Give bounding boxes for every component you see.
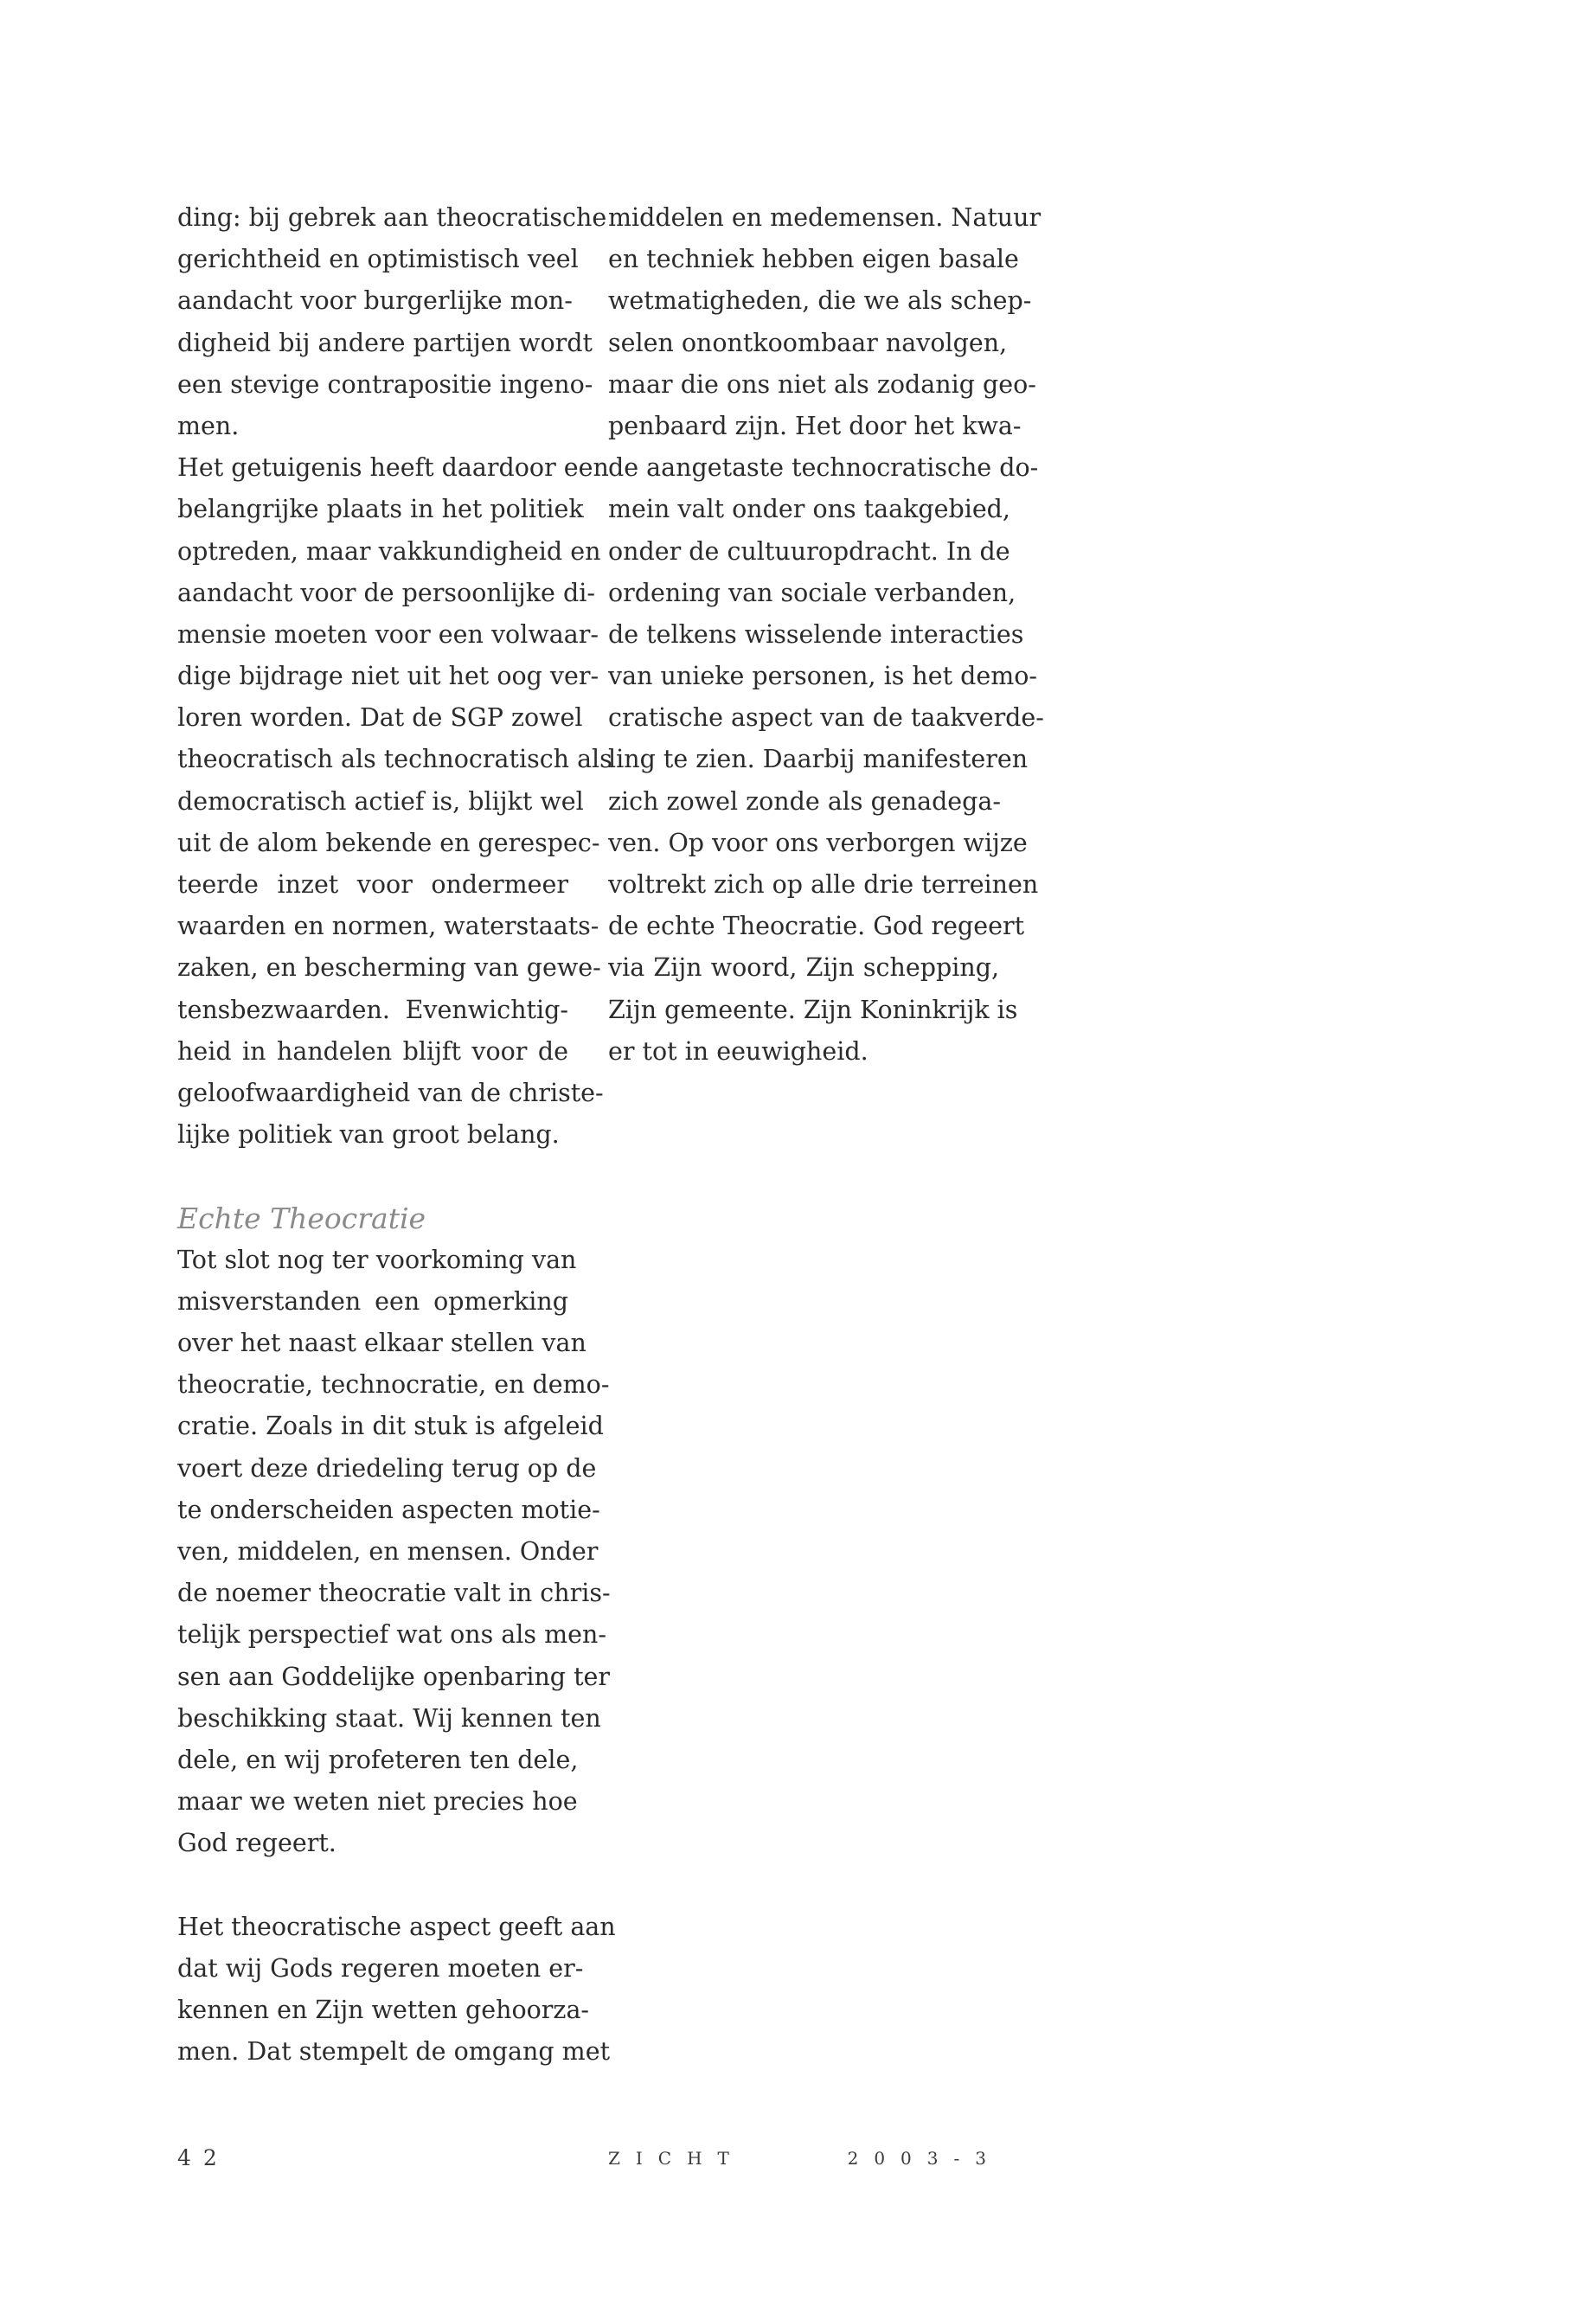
- text-line: beschikking staat. Wij kennen ten: [177, 1703, 601, 1733]
- text-line: digheid bij andere partijen wordt: [177, 328, 593, 357]
- text-line: dele, en wij profeteren ten dele,: [177, 1745, 579, 1774]
- text-line: middelen en medemensen. Natuur: [608, 203, 1042, 232]
- text-line: teerde inzet voor ondermeer: [177, 870, 568, 899]
- text-line: waarden en normen, waterstaats-: [177, 912, 599, 941]
- text-line: via Zijn woord, Zijn schepping,: [608, 953, 999, 983]
- journal-title: ZICHT: [608, 2148, 745, 2169]
- left-column: [177, 197, 616, 2073]
- text-line: zaken, en bescherming van gewe-: [177, 953, 601, 983]
- text-line: zich zowel zonde als genadega-: [608, 786, 1002, 816]
- text-line: dige bijdrage niet uit het oog ver-: [177, 662, 599, 691]
- paragraph-2: [177, 447, 612, 1156]
- text-line: voert deze driedeling terug op de: [177, 1453, 597, 1483]
- text-line: en techniek hebben eigen basale: [608, 245, 1019, 274]
- paragraph-4: [177, 1907, 616, 2073]
- page-number: 42: [177, 2145, 229, 2170]
- text-line: de telkens wisselende interacties: [608, 619, 1024, 649]
- text-line: over het naast elkaar stellen van: [177, 1329, 586, 1358]
- text-line: sen aan Goddelijke openbaring ter: [177, 1662, 611, 1691]
- text-line: Tot slot nog ter voorkoming van: [177, 1245, 577, 1274]
- text-line: cratie. Zoals in dit stuk is afgeleid: [177, 1412, 604, 1441]
- text-line: God regeert.: [177, 1829, 337, 1858]
- text-line: belangrijke plaats in het politiek: [177, 495, 584, 524]
- text-line: er tot in eeuwigheid.: [608, 1036, 869, 1066]
- text-line: van unieke personen, is het demo-: [608, 662, 1038, 691]
- text-line: aandacht voor burgerlijke mon-: [177, 286, 573, 316]
- text-line: mein valt onder ons taakgebied,: [608, 495, 1010, 524]
- paragraph-5: [608, 197, 1044, 1073]
- right-column: [608, 197, 1044, 1073]
- paragraph-spacer: [177, 1865, 568, 1907]
- text-line: theocratisch als technocratisch als: [177, 745, 612, 774]
- text-line: men.: [177, 411, 240, 440]
- text-line: ding: bij gebrek aan theocratische: [177, 203, 607, 232]
- text-line: onder de cultuuropdracht. In de: [608, 536, 1010, 566]
- text-line: geloofwaardigheid van de christe-: [177, 1078, 604, 1107]
- text-line: selen onontkoombaar navolgen,: [608, 328, 1008, 357]
- text-line: ven, middelen, en mensen. Onder: [177, 1537, 599, 1566]
- text-line: loren worden. Dat de SGP zowel: [177, 703, 583, 733]
- text-line: gerichtheid en optimistisch veel: [177, 245, 579, 274]
- journal-issue: 2003-3: [847, 2148, 1002, 2169]
- journal-footer: [608, 2148, 1002, 2169]
- text-line: telijk perspectief wat ons als men-: [177, 1620, 606, 1650]
- text-line: mensie moeten voor een volwaar-: [177, 619, 599, 649]
- text-line: kennen en Zijn wetten gehoorza-: [177, 1996, 590, 2025]
- text-line: Zijn gemeente. Zijn Koninkrijk is: [608, 995, 1018, 1024]
- text-line: voltrekt zich op alle drie terreinen: [608, 870, 1039, 899]
- paragraph-3: [177, 1240, 611, 1865]
- text-line: aandacht voor de persoonlijke di-: [177, 578, 595, 607]
- text-line: lijke politiek van groot belang.: [177, 1120, 560, 1150]
- text-line: Het getuigenis heeft daardoor een: [177, 453, 609, 483]
- text-line: maar die ons niet als zodanig geo-: [608, 369, 1036, 399]
- text-line: wetmatigheden, die we als schep-: [608, 286, 1032, 316]
- text-line: de noemer theocratie valt in chris-: [177, 1579, 611, 1608]
- text-line: te onderscheiden aspecten motie-: [177, 1495, 600, 1524]
- text-line: ling te zien. Daarbij manifesteren: [608, 745, 1029, 774]
- text-line: optreden, maar vakkundigheid en: [177, 536, 601, 566]
- text-line: tensbezwaarden. Evenwichtig-: [177, 995, 568, 1024]
- text-line: uit de alom bekende en gerespec-: [177, 828, 600, 857]
- text-line: cratische aspect van de taakverde-: [608, 703, 1044, 733]
- text-line: heid in handelen blijft voor de: [177, 1036, 568, 1066]
- text-line: een stevige contrapositie ingeno-: [177, 369, 593, 399]
- text-line: dat wij Gods regeren moeten er-: [177, 1953, 584, 1983]
- text-line: de aangetaste technocratische do-: [608, 453, 1039, 483]
- text-line: men. Dat stempelt de omgang met: [177, 2037, 611, 2067]
- text-line: de echte Theocratie. God regeert: [608, 912, 1025, 941]
- text-line: misverstanden een opmerking: [177, 1286, 568, 1316]
- text-line: maar we weten niet precies hoe: [177, 1787, 578, 1817]
- text-line: Het theocratische aspect geeft aan: [177, 1912, 616, 1941]
- text-line: ven. Op voor ons verborgen wijze: [608, 828, 1028, 857]
- text-line: theocratie, technocratie, en demo-: [177, 1370, 610, 1400]
- text-line: penbaard zijn. Het door het kwa-: [608, 411, 1022, 440]
- text-line: ordening van sociale verbanden,: [608, 578, 1016, 607]
- paragraph-1: [177, 197, 607, 447]
- section-heading: Echte Theocratie: [177, 1201, 426, 1235]
- text-line: democratisch actief is, blijkt wel: [177, 786, 584, 816]
